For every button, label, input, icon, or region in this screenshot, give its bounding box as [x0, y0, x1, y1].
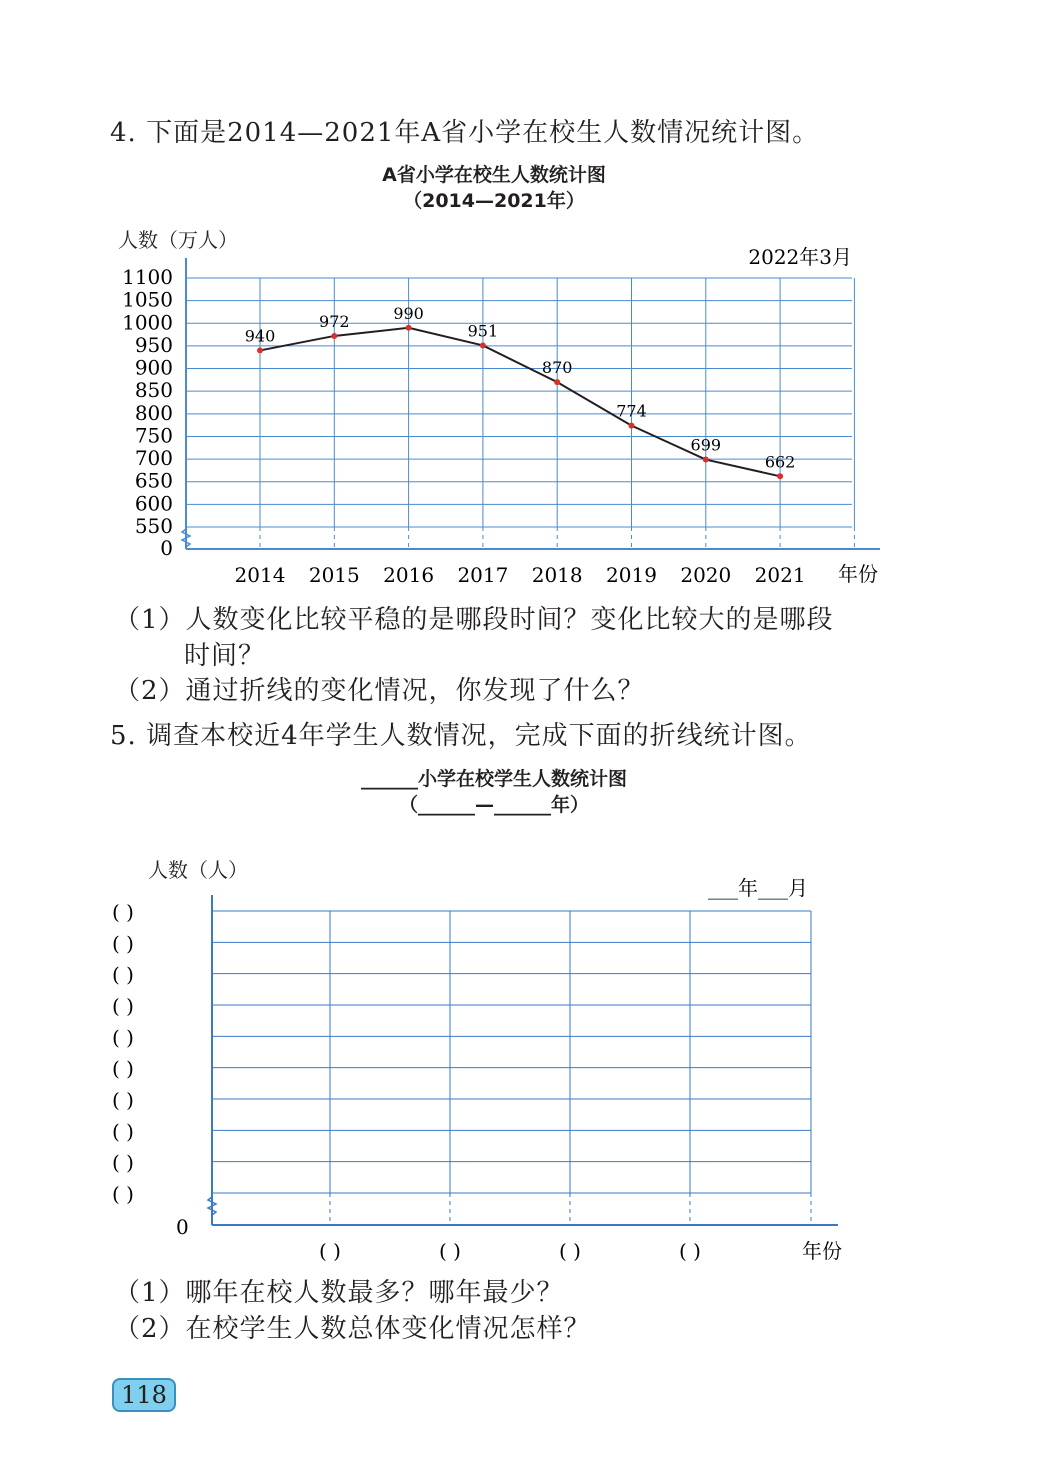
chart1-xtick-label: 2016 [383, 563, 435, 587]
chart1-xtick-label: 2021 [754, 563, 806, 587]
chart1-xtick-label: 2015 [308, 563, 360, 587]
question-4-intro: 4. 下面是2014—2021年A省小学在校生人数情况统计图。 [110, 118, 820, 148]
chart1-ytick-label: 1000 [122, 310, 173, 335]
page-number: 118 [112, 1378, 176, 1412]
chart1-ytick-label: 800 [134, 400, 173, 425]
chart1-title: A省小学在校生人数统计图 [382, 164, 606, 186]
question-5-sub1: （1）哪年在校人数最多？哪年最少？ [114, 1278, 564, 1308]
question-4-sub1-line1: （1）人数变化比较平稳的是哪段时间？变化比较大的是哪段 [114, 605, 834, 635]
chart1-ytick-label: 700 [134, 446, 173, 471]
chart2-ytick-blank: ( ) [112, 994, 134, 1018]
chart2-ytick-blank: ( ) [112, 1119, 134, 1144]
chart2-xtick-blank: ( ) [679, 1239, 701, 1263]
chart1-data-label: 951 [467, 321, 499, 341]
chart1-ytick-label: 550 [134, 514, 173, 538]
question-5-intro: 5. 调查本校近4年学生人数情况，完成下面的折线统计图。 [110, 721, 812, 751]
chart1-xtick-label: 2020 [680, 563, 732, 587]
chart2-ytick-blank: ( ) [112, 1088, 134, 1112]
chart2-xtick-blank: ( ) [439, 1239, 461, 1263]
chart1-data-label: 940 [244, 326, 276, 346]
chart1-xtick-label: 2019 [606, 563, 657, 587]
chart1-data-label: 990 [393, 303, 424, 323]
chart1-date-note: 2022年3月 [748, 245, 852, 269]
chart2-ytick-blank: ( ) [112, 1150, 134, 1175]
chart2-xlabel: 年份 [802, 1239, 842, 1263]
question-4-sub2: （2）通过折线的变化情况，你发现了什么？ [114, 676, 645, 706]
chart1-ytick-label: 600 [134, 491, 173, 516]
chart1-ylabel: 人数（万人） [118, 228, 238, 252]
chart2-zero-label: 0 [176, 1215, 189, 1239]
chart2-ytick-blank: ( ) [112, 1025, 134, 1050]
chart2-ytick-blank: ( ) [112, 1056, 134, 1081]
chart2-xtick-blank: ( ) [559, 1239, 581, 1263]
chart2-ytick-blank: ( ) [112, 931, 134, 956]
question-4-sub1-line2: 时间？ [184, 641, 266, 671]
chart2-title: ______小学在校学生人数统计图 [360, 768, 627, 790]
chart1-xtick-label: 2018 [531, 563, 583, 587]
chart1-subtitle: （2014—2021年） [403, 190, 585, 212]
chart1-ytick-label: 0 [160, 536, 173, 560]
chart1-ytick-label: 1100 [122, 265, 173, 289]
chart1-ytick-label: 850 [134, 378, 173, 403]
chart1-ytick-label: 650 [134, 468, 173, 493]
chart2-ytick-blank: ( ) [112, 900, 134, 924]
chart1-xtick-label: 2017 [457, 563, 509, 587]
chart2-ylabel: 人数（人） [148, 858, 248, 882]
chart1-data-label: 699 [690, 435, 722, 455]
chart2-subtitle: （______—______年） [398, 794, 589, 816]
chart1-ytick-label: 1050 [122, 287, 173, 312]
chart1-data-label: 662 [764, 452, 796, 472]
chart1-data-label: 972 [319, 311, 350, 331]
chart1-xlabel: 年份 [838, 562, 878, 586]
chart2-date-note: ___年___月 [708, 876, 808, 900]
chart2-xtick-blank: ( ) [319, 1239, 341, 1263]
chart2-ytick-blank: ( ) [112, 962, 134, 987]
chart1-ytick-label: 900 [134, 355, 173, 380]
chart1-ytick-label: 950 [134, 332, 173, 357]
question-5-sub2: （2）在校学生人数总体变化情况怎样？ [114, 1314, 591, 1344]
chart1-data-label: 870 [541, 358, 573, 378]
chart1-ytick-label: 750 [134, 423, 173, 448]
chart1-data-label: 774 [616, 401, 647, 421]
chart1-xtick-label: 2014 [234, 563, 286, 587]
chart2-ytick-blank: ( ) [112, 1182, 134, 1206]
